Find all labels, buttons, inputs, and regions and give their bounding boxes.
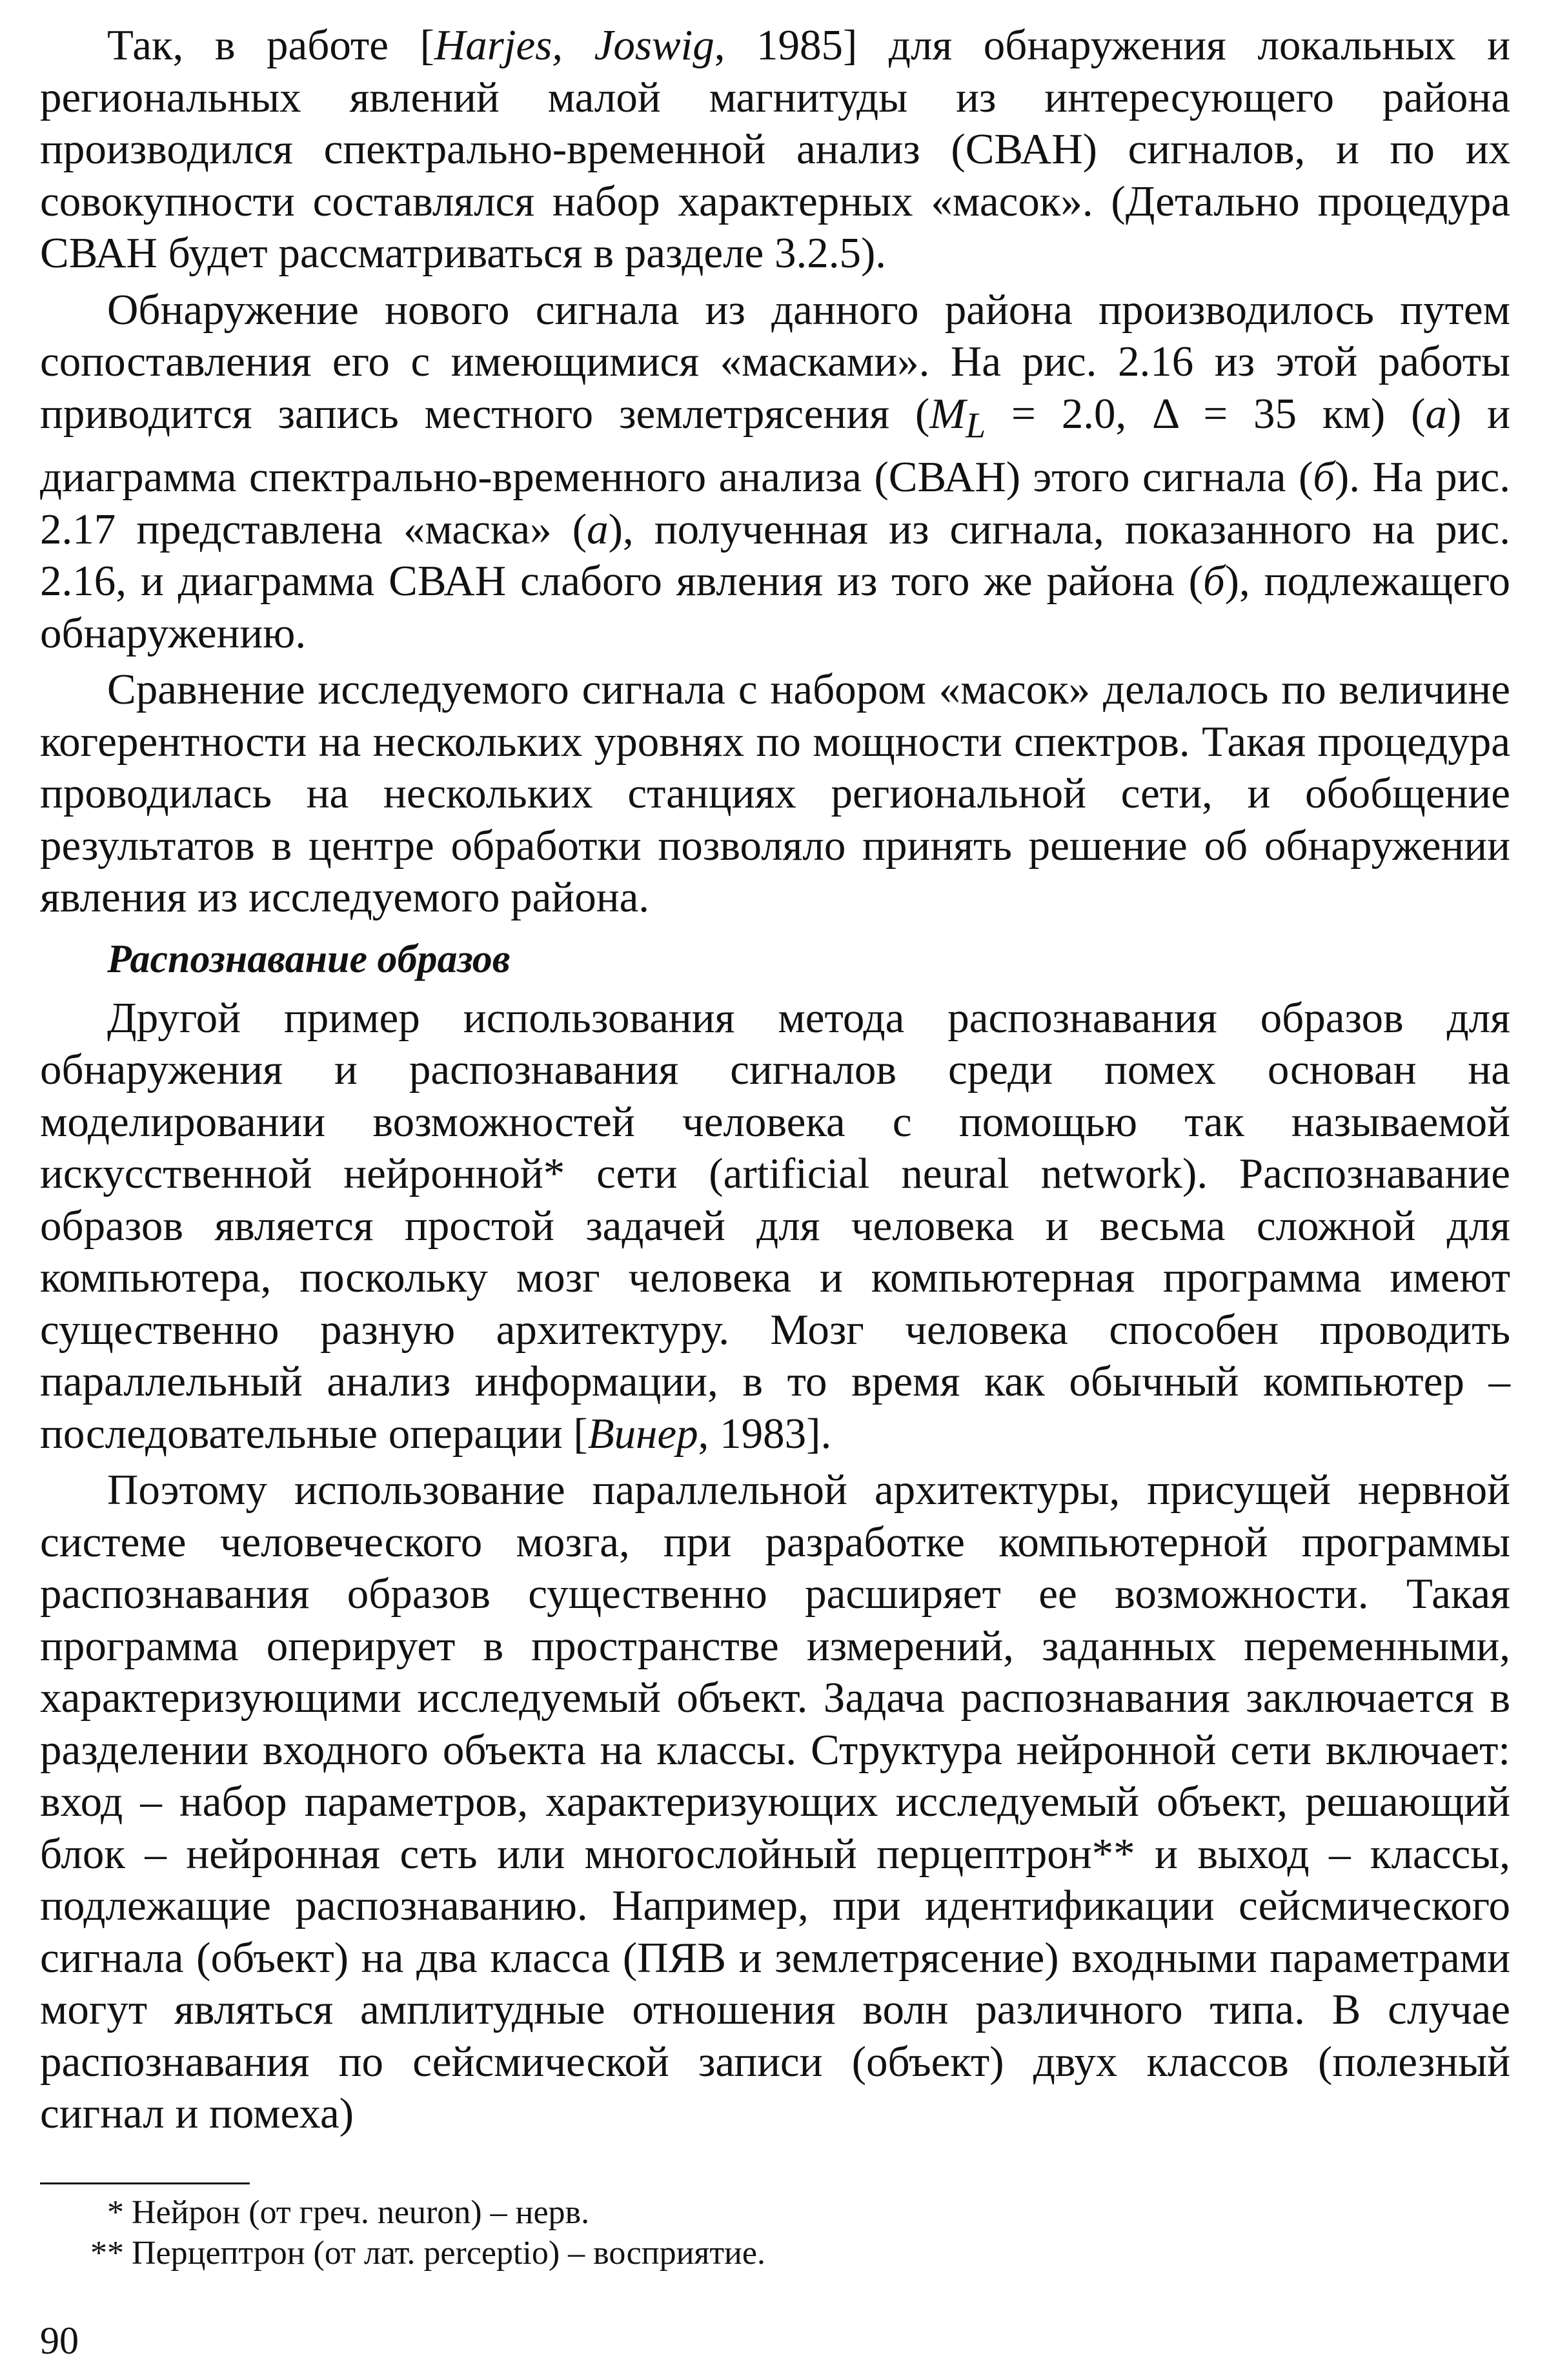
footnotes: [40, 2192, 1510, 2273]
magnitude-subscript: L: [966, 405, 986, 445]
citation-authors: Harjes, Joswig: [434, 21, 714, 69]
text-run: ) и диаграмма спектрально-временного анализа (СВАН) этого сигнала (: [40, 389, 1510, 502]
figure-label: а: [1425, 389, 1447, 438]
text-run: Так, в работе [: [107, 21, 434, 69]
footnote-divider: [40, 2182, 250, 2184]
paragraph-neural-network: [40, 992, 1510, 1460]
footnote-item: [40, 2192, 1510, 2233]
footnote-item: [40, 2233, 1510, 2273]
footnote-mark: *: [107, 2194, 124, 2231]
text-run: ). На рис. 2.17 представлена «маска» (: [40, 453, 1510, 553]
text-run: ), подлежащего обнаружению.: [40, 557, 1511, 657]
magnitude-symbol: M: [929, 389, 966, 438]
text-run: Обнаружение нового сигнала из данного района производилось путем сопоставления его с имеющимися «масками». На рис. 2.16 из этой работы приводится запись местного землетрясения (: [40, 285, 1510, 438]
figure-label: б: [1313, 453, 1335, 502]
page-body: [40, 19, 1510, 2140]
section-heading: Распознавание образов: [107, 937, 511, 981]
footnote-text: Нейрон (от греч. neuron) – нерв.: [132, 2194, 590, 2231]
text-run: Другой пример использования метода распознавания образов для обнаружения и распознавания сигналов среди помех основан на моделировании возможностей человека с помощью так называемой искусственной нейронной* сети (artificial neural network). Распознавание образов является простой задачей для человека и весьма сложной для компьютера, поскольку мозг человека и компьютерная программа имеют существенно разную архитектуру. Мозг человека способен проводить параллельный анализ информации, в то время как обычный компьютер – последовательные операции [: [40, 993, 1510, 1458]
figure-label: б: [1202, 557, 1225, 605]
paragraph-coherence-comparison: Сравнение исследуемого сигнала с набором «масок» делалось по величине когерентности на нескольких уровнях по мощности спектров. Такая процедура проводилась на нескольких станциях региональной сети, и обобщение результатов в центре обработки позволяло принять решение об обнаружении явления из исследуемого района.: [40, 666, 1510, 922]
figure-label: а: [587, 505, 609, 553]
text-run: , 1985] для обнаружения локальных и региональных явлений малой магнитуды из интересующего района производился спектрально-временной анализ (СВАН) сигналов, и по их совокупности составлялся набор характерных «масок». (Детально процедура СВАН будет рассматриваться в разделе 3.2.5).: [40, 21, 1510, 277]
paragraph-parallel-architecture: Поэтому использование параллельной архитектуры, присущей нервной системе человеческого мозга, при разработке компьютерной программы распознавания образов существенно расширяет ее возможности. Такая программа оперирует в пространстве измерений, заданных переменными, характеризующими исследуемый объект. Задача распознавания заключается в разделении входного объекта на классы. Структура нейронной сети включает: вход – набор параметров, характеризующих исследуемый объект, решающий блок – нейронная сеть или многослойный перцептрон** и выход – классы, подлежащие распознаванию. Например, при идентификации сейсмического сигнала (объект) на два класса (ПЯВ и землетрясение) входными параметрами могут являться амплитудные отношения волн различного типа. В случае распознавания по сейсмической записи (объект) двух классов (полезный сигнал и помеха): [40, 1466, 1510, 2138]
text-run: = 2.0, Δ = 35 км) (: [986, 389, 1426, 438]
text-run: ), полученная из сигнала, показанного на рис. 2.16, и диаграмма СВАН слабого явления из того же района (: [40, 505, 1510, 605]
page-number: 90: [40, 2319, 79, 2362]
footnote-text: Перцептрон (от лат. perceptio) – восприятие.: [132, 2235, 765, 2272]
footnote-mark: **: [90, 2235, 124, 2272]
paragraph-harjes-joswig: [40, 19, 1510, 280]
paragraph-mask-detection: [40, 284, 1510, 660]
citation-author: Винер: [587, 1409, 698, 1458]
text-run: , 1983].: [698, 1409, 832, 1458]
